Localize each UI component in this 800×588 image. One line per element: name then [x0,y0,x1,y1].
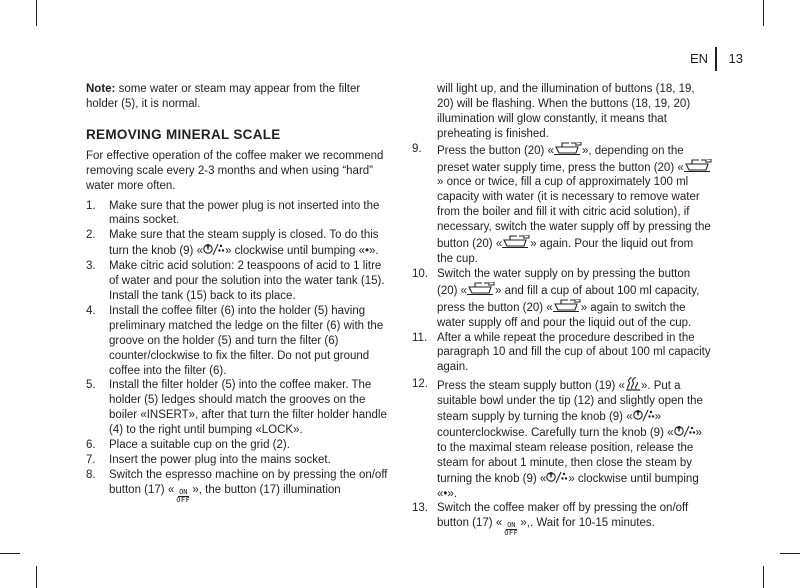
step-number: 2. [86,229,96,242]
step-text: Switch the espresso machine on by pressing the on/off button (17) « [109,468,388,496]
step-number: 5. [86,379,96,392]
step-text: » once or twice, fill a cup of approximately 100 ml capacity with water (it is necessary to remove water from the boiler and fill it with citric acid solution), if necessary, switch the water supply off by pressing the button (20) « [437,176,711,251]
step-number: 10. [412,267,428,280]
power-onoff-icon [175,489,191,504]
step-number: 12. [412,378,428,391]
step-number: 4. [86,304,96,317]
cup-icon [684,159,712,173]
step-number: 7. [86,453,96,466]
step-text: » again to switch the water supply off and pour the liquid out of the cup. [437,301,692,329]
steam-knob-icon [203,243,225,256]
power-onoff-icon [503,522,519,537]
step-number: 8. [86,468,96,481]
step-text: » again. Pour the liquid out from the cup. [437,238,694,265]
step-text: ». Put a suitable bowl under the tip (12) and slightly open the steam supply by turning the knob (9) « [437,380,703,424]
list-item [86,259,392,304]
onoff-on-label: ON [179,487,188,496]
list-item [86,304,392,379]
language-label: EN [689,51,708,66]
step-text: », depending on the preset water supply time, press the button (20) « [437,144,684,174]
cup-icon [467,282,495,296]
step-number: 9. [412,142,422,155]
list-item [412,267,712,331]
step-text: » and fill a cup of about 100 ml capacity, press the button (20) « [437,284,700,314]
left-column [86,82,392,504]
list-item [412,377,712,501]
step-number: 3. [86,260,96,273]
onoff-on-label: ON [507,521,516,530]
cup-icon [554,142,582,156]
list-item [412,501,712,537]
step-text: » to the maximal steam release position, release the steam for about 1 minute, then close the steam by turning the knob (9) « [437,426,702,485]
section-intro: For effective operation of the coffee maker we recommend removing scale every 2-3 months and when using “hard” water more often. [86,149,384,192]
list-item [86,468,392,504]
step-text: » clockwise until bumping «•». [224,245,379,258]
step-text: Press the button (20) « [437,144,554,157]
steps-list-right [412,82,712,537]
step-text: will light up, and the illumination of buttons (18, 19, 20) will be flashing. When the buttons (18, 19, 20) illumination will glow constantly, it means that preheating is finished. [437,83,695,140]
page-number: 13 [728,51,743,66]
step-text: Press the steam supply button (19) « [437,380,625,393]
onoff-off-label: OFF [176,495,191,504]
step-text: Switch the coffee maker off by pressing the on/off button (17) « [437,502,689,530]
steam-icon [625,377,641,391]
step-text: Insert the power plug into the mains socket. [109,453,331,466]
list-item [412,331,712,376]
step-text: »,. Wait for 10-15 minutes. [520,517,655,530]
note-label: Note: [86,83,116,95]
step-text: Install the coffee filter (6) into the holder (5) having preliminary matched the ledge on the filter (6) with the groove on the holder (5) and turn the filter (6) counter/clockwise to fix the filter. Do not put ground coffee into the filter (6). [109,304,384,377]
list-item [86,228,392,259]
list-item [86,453,392,468]
cup-icon [553,299,581,313]
header-divider [715,47,717,71]
section-title: REMOVING MINERAL SCALE [86,126,281,142]
step-text: », the button (17) illumination [192,483,341,496]
note-text: some water or steam may appear from the filter holder (5), it is normal. [86,83,361,110]
list-item-continuation [412,82,712,142]
step-text: » clockwise until bumping «•». [437,472,699,500]
crop-mark-bottom-left [36,566,37,588]
crop-mark-side-right [780,553,800,554]
onoff-off-label: OFF [504,529,519,538]
step-text: Make sure that the steam supply is closed. To do this turn the knob (9) « [109,229,379,258]
right-column [412,82,712,537]
step-number: 11. [412,331,428,344]
steps-list-left [86,199,392,504]
steam-knob-icon [633,409,655,422]
step-text: After a while repeat the procedure described in the paragraph 10 and fill the cup of about 100 ml capacity again. [437,331,711,374]
step-text: Install the filter holder (5) into the coffee maker. The holder (5) ledges should match the grooves on the boiler «INSERT», after that turn the filter holder handle (4) to the right until bumping «LOCK». [109,379,387,437]
list-item [86,199,392,229]
note-paragraph [86,82,392,112]
step-text: » counterclockwise. Carefully turn the knob (9) « [437,411,674,439]
step-text: Switch the water supply on by pressing the button (20) « [437,267,691,297]
step-number: 6. [86,439,96,452]
crop-mark-top-left [36,0,37,26]
steam-knob-icon [546,471,568,484]
list-item [86,378,392,438]
step-text: Make sure that the power plug is not inserted into the mains socket. [109,199,380,227]
step-text: Make citric acid solution: 2 teaspoons of acid to 1 litre of water and pour the solution into the water tank (15). Install the tank (15) back to its place. [109,260,385,302]
steam-knob-icon [674,425,696,438]
crop-mark-top-right [763,0,764,26]
list-item [86,438,392,453]
crop-mark-side-left [0,553,20,554]
list-item [412,142,712,267]
crop-mark-bottom-right [763,566,764,588]
cup-icon [502,235,530,249]
step-number: 13. [412,502,428,515]
page-header [600,47,800,73]
step-text: Place a suitable cup on the grid (2). [109,439,290,452]
step-number: 1. [86,199,96,212]
